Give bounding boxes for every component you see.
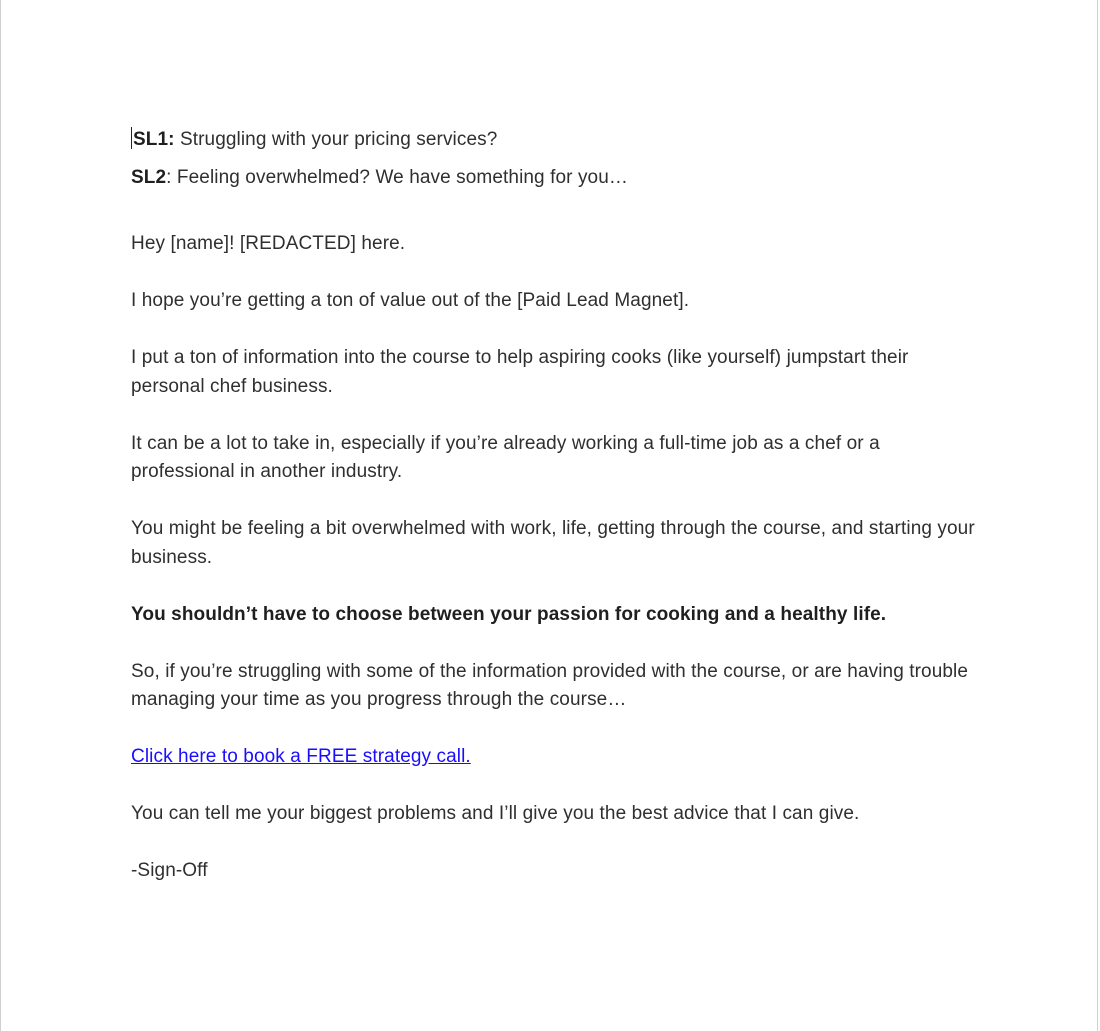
subject-line-2-tag: SL2 <box>131 167 167 188</box>
paragraph-course-info: I put a ton of information into the course to help aspiring cooks (like yourself) jumpstart their personal chef business. <box>131 347 909 397</box>
sign-off: -Sign-Off <box>131 860 208 881</box>
email-body <box>131 126 976 914</box>
paragraph-struggling: So, if you’re struggling with some of the information provided with the course, or are having trouble managing your time as you progress through the course… <box>131 660 969 710</box>
paragraph-lead-magnet: I hope you’re getting a ton of value out of the [Paid Lead Magnet]. <box>131 290 690 311</box>
subject-line-1-text: Struggling with your pricing services? <box>174 129 498 150</box>
subject-line-2 <box>131 164 976 192</box>
cta-paragraph <box>131 743 976 772</box>
greeting: Hey [name]! [REDACTED] here. <box>131 233 406 254</box>
subject-line-1-tag: SL1: <box>133 129 175 150</box>
text-cursor <box>131 127 132 149</box>
paragraph-closing: You can tell me your biggest problems and I’ll give you the best advice that I can give. <box>131 803 860 824</box>
paragraph-full-time-job: It can be a lot to take in, especially if you’re already working a full-time job as a chef or a professional in another industry. <box>131 432 880 482</box>
book-strategy-call-link[interactable]: Click here to book a FREE strategy call. <box>131 746 471 767</box>
subject-line-1 <box>131 126 976 154</box>
paragraph-overwhelmed: You might be feeling a bit overwhelmed with work, life, getting through the course, and starting your business. <box>131 518 975 568</box>
subject-line-2-text: : Feeling overwhelmed? We have something for you… <box>166 167 628 188</box>
bold-statement: You shouldn’t have to choose between your passion for cooking and a healthy life. <box>131 603 887 625</box>
